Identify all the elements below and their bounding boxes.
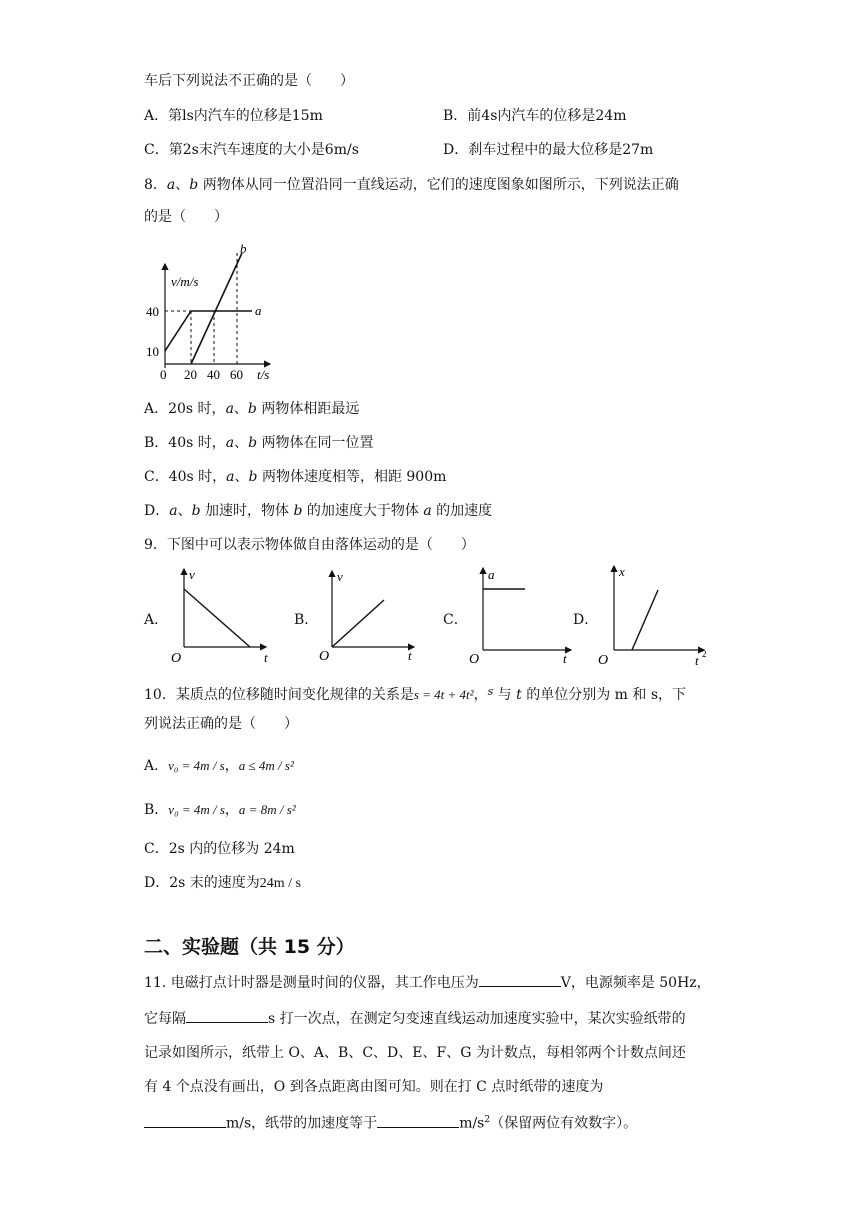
q7-option-a: A．第ls内汽车的位移是15m: [144, 108, 323, 124]
q10-option-a: A．v₀ = 4m / s，a ≤ 4m / s²: [144, 758, 294, 774]
answer-blank-period[interactable]: [186, 1008, 268, 1023]
x-axis-label: t/s: [257, 367, 270, 382]
q11-line2: 它每隔 s 打一次点，在测定匀变速直线运动加速度实验中，某次实验纸带的: [144, 1008, 686, 1029]
q9-label-b: B．: [294, 612, 319, 628]
q8-option-c: C．40s 时，a、b 两物体速度相等，相距 900m: [144, 469, 447, 485]
svg-text:x: x: [619, 564, 625, 579]
answer-blank-velocity[interactable]: [144, 1113, 226, 1128]
svg-text:a: a: [488, 567, 495, 582]
q10-option-c: C．2s 内的位移为 24m: [144, 841, 295, 857]
svg-text:O: O: [319, 649, 330, 664]
origin-label: 0: [160, 367, 167, 382]
q9-label-c: C．: [443, 612, 468, 628]
q9-label-a: A．: [144, 612, 169, 628]
q11-line4: 有 4 个点没有画出，O 到各点距离由图可知。则在打 C 点时纸带的速度为: [144, 1079, 604, 1095]
graph-a-line: [184, 589, 250, 647]
graph-d-line: [632, 590, 658, 650]
q9-graph-d: [596, 562, 716, 666]
svg-text:O: O: [598, 653, 609, 668]
q8-stem-line2: 的是（ ）: [144, 209, 228, 225]
q8-option-b: B．40s 时，a、b 两物体在同一位置: [144, 435, 374, 451]
svg-text:t: t: [563, 651, 567, 666]
series-b-label: b: [240, 241, 247, 256]
q7-option-c: C．第2s末汽车速度的大小是6m/s: [144, 142, 359, 158]
q7-stem: 车后下列说法不正确的是（ ）: [144, 73, 354, 89]
q8-option-a: A．20s 时，a、b 两物体相距最远: [144, 401, 360, 417]
q9-label-d: D．: [573, 612, 599, 628]
graph-b-line: [332, 600, 384, 647]
q9-graph-a: [168, 565, 278, 665]
y-tick-10: 10: [146, 344, 159, 359]
q9-stem: 9．下图中可以表示物体做自由落体运动的是（ ）: [144, 537, 475, 553]
q10-stem-line2: 列说法正确的是（ ）: [144, 716, 298, 732]
svg-text:v: v: [189, 567, 195, 582]
q8-option-d: D．a、b 加速时，物体 b 的加速度大于物体 a 的加速度: [144, 503, 493, 519]
q7-option-d: D．刹车过程中的最大位移是27m: [443, 142, 654, 158]
q8-stem: 8．a、b 两物体从同一位置沿同一直线运动，它们的速度图象如图所示，下列说法正确: [144, 177, 679, 193]
y-tick-40: 40: [146, 304, 159, 319]
svg-text:t: t: [408, 648, 412, 663]
q9-graph-c: [467, 565, 577, 665]
answer-blank-acceleration[interactable]: [377, 1113, 459, 1128]
q11-line3: 记录如图所示，纸带上 O、A、B、C、D、E、F、G 为计数点，每相邻两个计数点间还: [144, 1045, 686, 1061]
section-heading: 二、实验题（共 15 分）: [144, 936, 355, 958]
series-a-label: a: [255, 303, 262, 318]
y-axis-label: v/m/s: [171, 274, 199, 289]
q10-option-b: B．v₀ = 4m / s，a = 8m / s²: [144, 802, 296, 818]
series-a-line: [165, 311, 252, 351]
x-tick-40: 40: [207, 367, 220, 382]
q7-option-b: B．前4s内汽车的位移是24m: [443, 108, 627, 124]
svg-text:O: O: [171, 651, 182, 666]
q10-stem: 10．某质点的位移随时间变化规律的关系是s = 4t + 4t²，$^s$ 与 t 的单位分别为 m 和 s，下: [144, 685, 687, 703]
q11-line1: 11. 电磁打点计时器是测量时间的仪器，其工作电压为 V，电源频率是 50Hz，: [144, 972, 711, 993]
answer-blank-voltage[interactable]: [479, 972, 561, 987]
q11-line5: m/s，纸带的加速度等于 $m/s^2$（保留两位有效数字）。: [144, 1110, 637, 1134]
svg-text:t: t: [264, 650, 268, 665]
q9-graph-b: [316, 565, 426, 665]
svg-text:v: v: [337, 569, 343, 584]
series-b-line: [191, 253, 242, 364]
q8-velocity-graph: [144, 240, 284, 380]
svg-text:O: O: [469, 652, 480, 667]
x-tick-20: 20: [184, 367, 197, 382]
svg-text:2: 2: [702, 649, 707, 659]
q10-option-d: D．2s 末的速度为24m / s: [144, 875, 302, 891]
svg-text:t: t: [695, 653, 699, 668]
x-tick-60: 60: [230, 367, 243, 382]
